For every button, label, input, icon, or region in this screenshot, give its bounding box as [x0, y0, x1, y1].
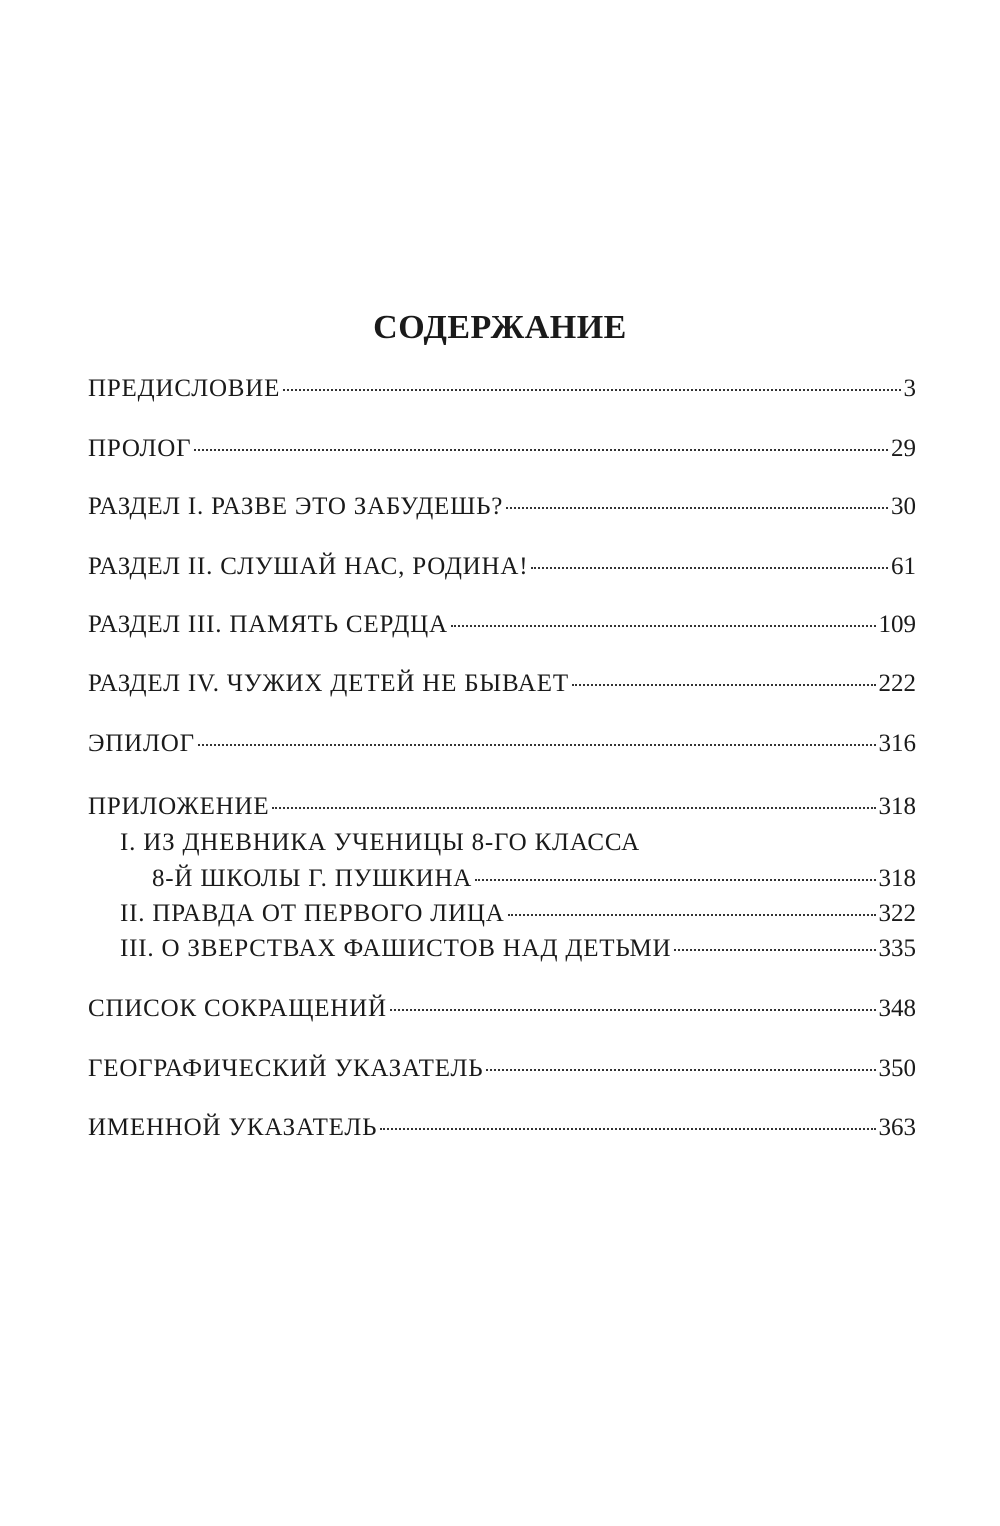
- toc-entry-label: ПРОЛОГ: [88, 435, 192, 462]
- toc-entry-section-2: [88, 550, 916, 584]
- dot-leader: [390, 1009, 876, 1011]
- toc-entry-label: ЭПИЛОГ: [88, 730, 195, 757]
- dot-leader: [475, 879, 875, 881]
- toc-entry-page: 30: [891, 493, 916, 520]
- dot-leader: [508, 914, 876, 916]
- toc-entry-page: 322: [878, 900, 916, 927]
- toc-entry-section-1: [88, 490, 916, 524]
- toc-entry-preface: [88, 372, 916, 406]
- toc-entry-page: 109: [878, 611, 916, 638]
- dot-leader: [506, 507, 888, 509]
- toc-entry-label: ИМЕННОЙ УКАЗАТЕЛЬ: [88, 1114, 378, 1141]
- dot-leader: [380, 1128, 875, 1130]
- dot-leader: [674, 949, 875, 951]
- appendix-item-1: [152, 862, 916, 896]
- toc-entry-section-4: [88, 667, 916, 701]
- toc-entry-label: СПИСОК СОКРАЩЕНИЙ: [88, 995, 387, 1022]
- toc-entry-page: 335: [878, 935, 916, 962]
- page-title: СОДЕРЖАНИЕ: [373, 309, 627, 346]
- dot-leader: [198, 744, 876, 746]
- toc-entry-label: РАЗДЕЛ II. СЛУШАЙ НАС, РОДИНА!: [88, 553, 529, 580]
- appendix-item-3: [120, 932, 916, 966]
- toc-entry-page: 316: [878, 730, 916, 757]
- toc-entry-appendix: [88, 790, 916, 824]
- dot-leader: [486, 1069, 875, 1071]
- dot-leader: [451, 625, 876, 627]
- toc-entry-label: ПРЕДИСЛОВИЕ: [88, 375, 281, 402]
- dot-leader: [531, 567, 888, 569]
- toc-entry-page: 363: [878, 1114, 916, 1141]
- toc-entry-geographic-index: [88, 1052, 916, 1086]
- toc-entry-epilogue: [88, 727, 916, 761]
- toc-entry-abbreviations: [88, 992, 916, 1026]
- toc-entry-page: 222: [878, 670, 916, 697]
- toc-entry-label: РАЗДЕЛ IV. ЧУЖИХ ДЕТЕЙ НЕ БЫВАЕТ: [88, 670, 569, 697]
- toc-entry-page: 61: [891, 553, 916, 580]
- toc-entry-label: III. О ЗВЕРСТВАХ ФАШИСТОВ НАД ДЕТЬМИ: [120, 935, 672, 962]
- toc-entry-prologue: [88, 432, 916, 466]
- toc-entry-page: 29: [891, 435, 916, 462]
- toc-entry-page: 350: [878, 1055, 916, 1082]
- toc-entry-page: 3: [903, 375, 916, 402]
- appendix-item-2: [120, 897, 916, 931]
- dot-leader: [572, 684, 876, 686]
- toc-entry-label: ГЕОГРАФИЧЕСКИЙ УКАЗАТЕЛЬ: [88, 1055, 484, 1082]
- toc-entry-page: 318: [878, 793, 916, 820]
- toc-entry-section-3: [88, 608, 916, 642]
- toc-entry-label: РАЗДЕЛ I. РАЗВЕ ЭТО ЗАБУДЕШЬ?: [88, 493, 504, 520]
- dot-leader: [272, 807, 875, 809]
- dot-leader: [194, 449, 888, 451]
- appendix-item-1-line-1: I. ИЗ ДНЕВНИКА УЧЕНИЦЫ 8-ГО КЛАССА: [120, 829, 640, 856]
- toc-entry-page: 348: [878, 995, 916, 1022]
- toc-entry-name-index: [88, 1111, 916, 1145]
- dot-leader: [283, 389, 900, 391]
- toc-entry-label: ПРИЛОЖЕНИЕ: [88, 793, 270, 820]
- toc-entry-label: II. ПРАВДА ОТ ПЕРВОГО ЛИЦА: [120, 900, 505, 927]
- toc-entry-label: 8-Й ШКОЛЫ Г. ПУШКИНА: [152, 865, 473, 892]
- toc-entry-label: РАЗДЕЛ III. ПАМЯТЬ СЕРДЦА: [88, 611, 448, 638]
- toc-entry-page: 318: [878, 865, 916, 892]
